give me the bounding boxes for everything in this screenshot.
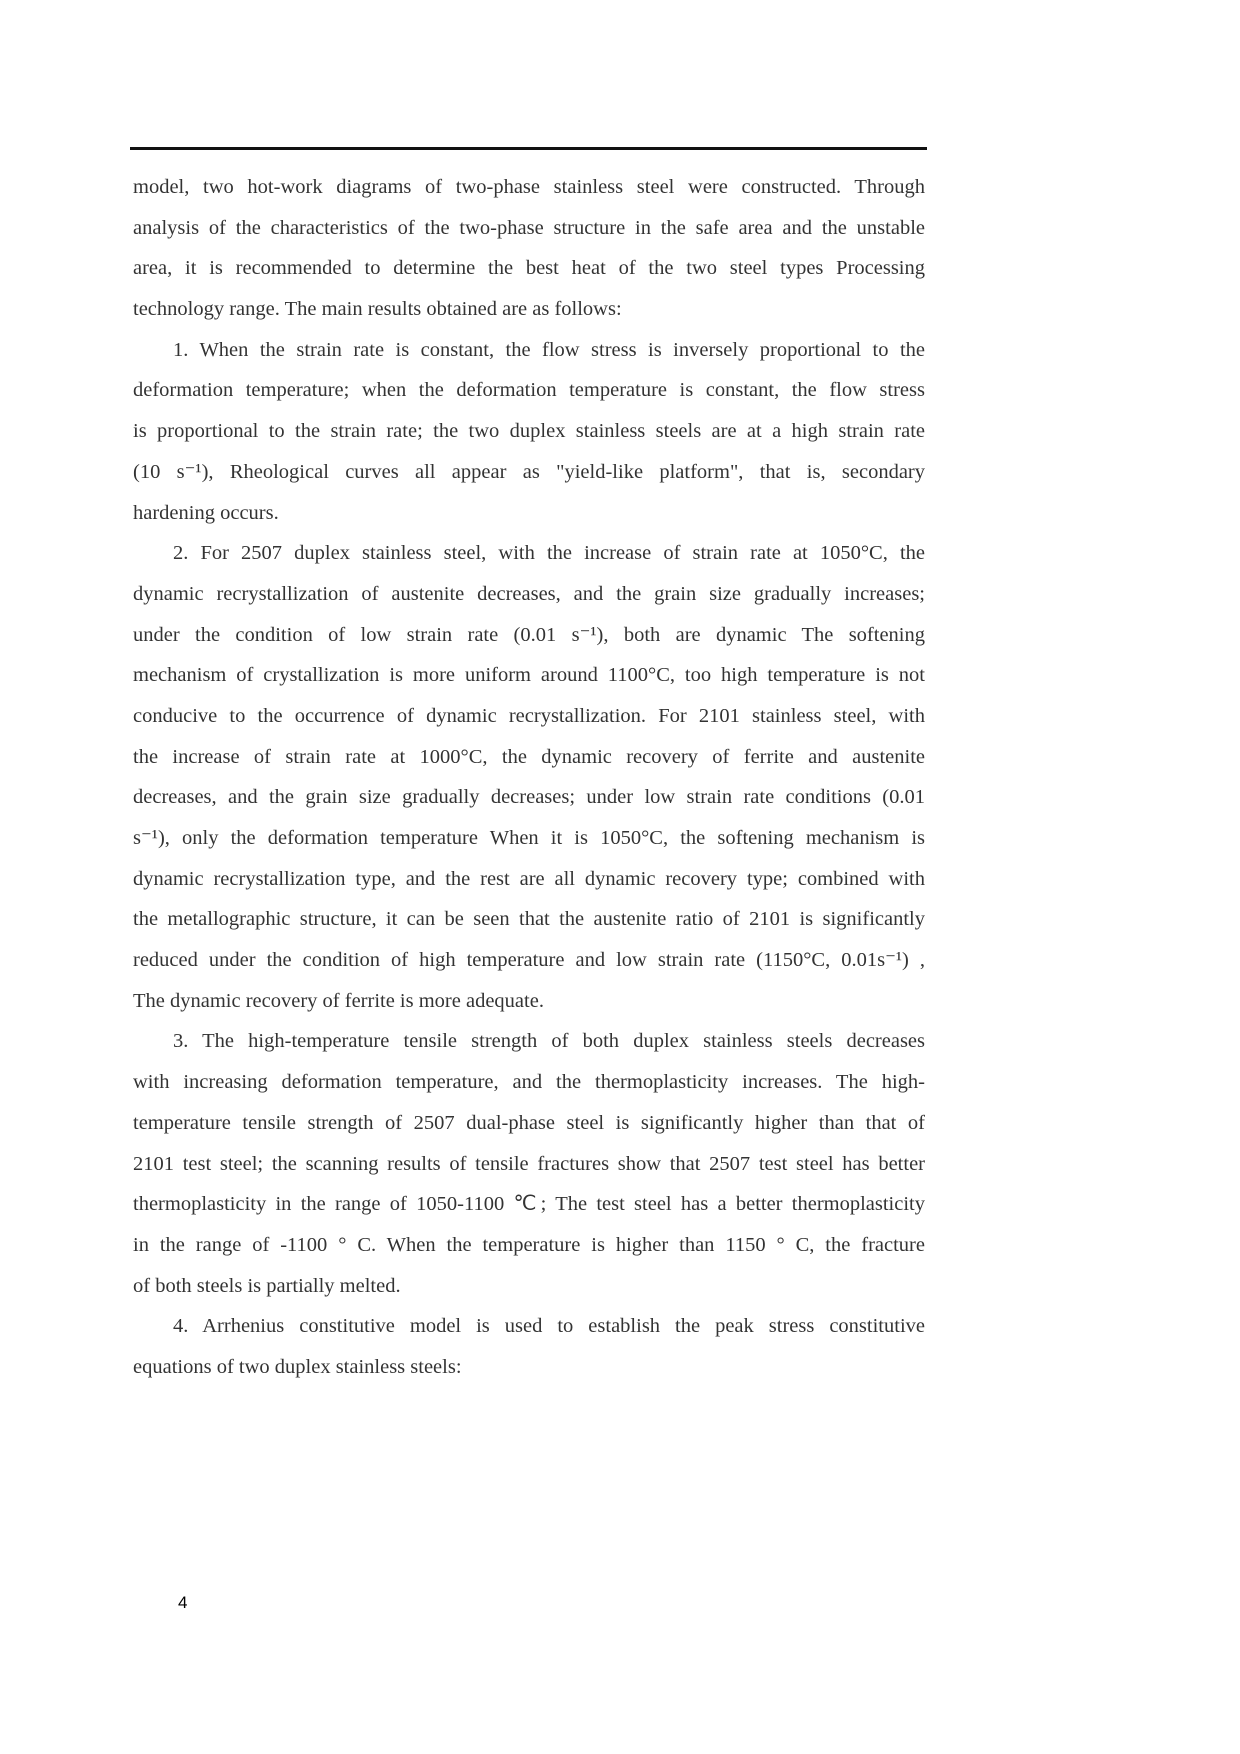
paragraph-result-2 (133, 533, 925, 1021)
header-rule (130, 147, 927, 150)
text-line: thermoplasticity in the range of 1050-1100 ℃; The test steel has a better thermoplasticity (133, 1193, 925, 1216)
text-line: in the range of -1100 ° C. When the temperature is higher than 1150 ° C, the fracture (133, 1233, 925, 1256)
text-line: dynamic recrystallization of austenite decreases, and the grain size gradually increases; (133, 582, 925, 605)
body-text (133, 167, 925, 1388)
text-line: of both steels is partially melted. (133, 1274, 401, 1297)
paragraph-result-3 (133, 1021, 925, 1306)
text-line: area, it is recommended to determine the best heat of the two steel types Processing (133, 257, 925, 280)
text-line: deformation temperature; when the deformation temperature is constant, the flow stress (133, 379, 925, 402)
text-line: the metallographic structure, it can be seen that the austenite ratio of 2101 is significantly (133, 908, 925, 931)
text-line: 1. When the strain rate is constant, the flow stress is inversely proportional to the (173, 338, 925, 361)
text-line: model, two hot-work diagrams of two-phase stainless steel were constructed. Through (133, 176, 925, 198)
text-line: temperature tensile strength of 2507 dual-phase steel is significantly higher than that of (133, 1111, 925, 1134)
text-line: reduced under the condition of high temperature and low strain rate (1150°C, 0.01s⁻¹) , (133, 949, 925, 972)
text-line: analysis of the characteristics of the two-phase structure in the safe area and the unstable (133, 216, 925, 239)
text-line: (10 s⁻¹), Rheological curves all appear as "yield-like platform", that is, secondary (133, 460, 925, 483)
text-line: dynamic recrystallization type, and the rest are all dynamic recovery type; combined with (133, 867, 925, 890)
text-line: 2101 test steel; the scanning results of tensile fractures show that 2507 test steel has better (133, 1152, 925, 1175)
text-line: s⁻¹), only the deformation temperature When it is 1050°C, the softening mechanism is (133, 827, 925, 849)
text-line: 4. Arrhenius constitutive model is used to establish the peak stress constitutive (173, 1315, 925, 1338)
page-number: 4 (178, 1593, 188, 1612)
text-line: 3. The high-temperature tensile strength of both duplex stainless steels decreases (173, 1030, 925, 1053)
text-line: is proportional to the strain rate; the two duplex stainless steels are at a high strain rate (133, 420, 925, 443)
text-line: mechanism of crystallization is more uniform around 1100°C, too high temperature is not (133, 664, 925, 687)
text-line: equations of two duplex stainless steels: (133, 1355, 462, 1378)
paragraph-intro-continuation (133, 167, 925, 330)
paragraph-result-4 (133, 1306, 925, 1387)
text-line: technology range. The main results obtained are as follows: (133, 298, 622, 321)
text-line: decreases, and the grain size gradually decreases; under low strain rate conditions (0.01 (133, 786, 925, 809)
text-line: with increasing deformation temperature, and the thermoplasticity increases. The high- (133, 1071, 925, 1094)
paragraph-result-1 (133, 330, 925, 533)
text-line: The dynamic recovery of ferrite is more adequate. (133, 989, 544, 1012)
text-line: conducive to the occurrence of dynamic recrystallization. For 2101 stainless steel, with (133, 704, 925, 727)
text-line: hardening occurs. (133, 501, 279, 524)
text-line: under the condition of low strain rate (0.01 s⁻¹), both are dynamic The softening (133, 623, 925, 646)
text-line: the increase of strain rate at 1000°C, the dynamic recovery of ferrite and austenite (133, 745, 925, 768)
text-line: 2. For 2507 duplex stainless steel, with the increase of strain rate at 1050°C, the (173, 542, 925, 565)
